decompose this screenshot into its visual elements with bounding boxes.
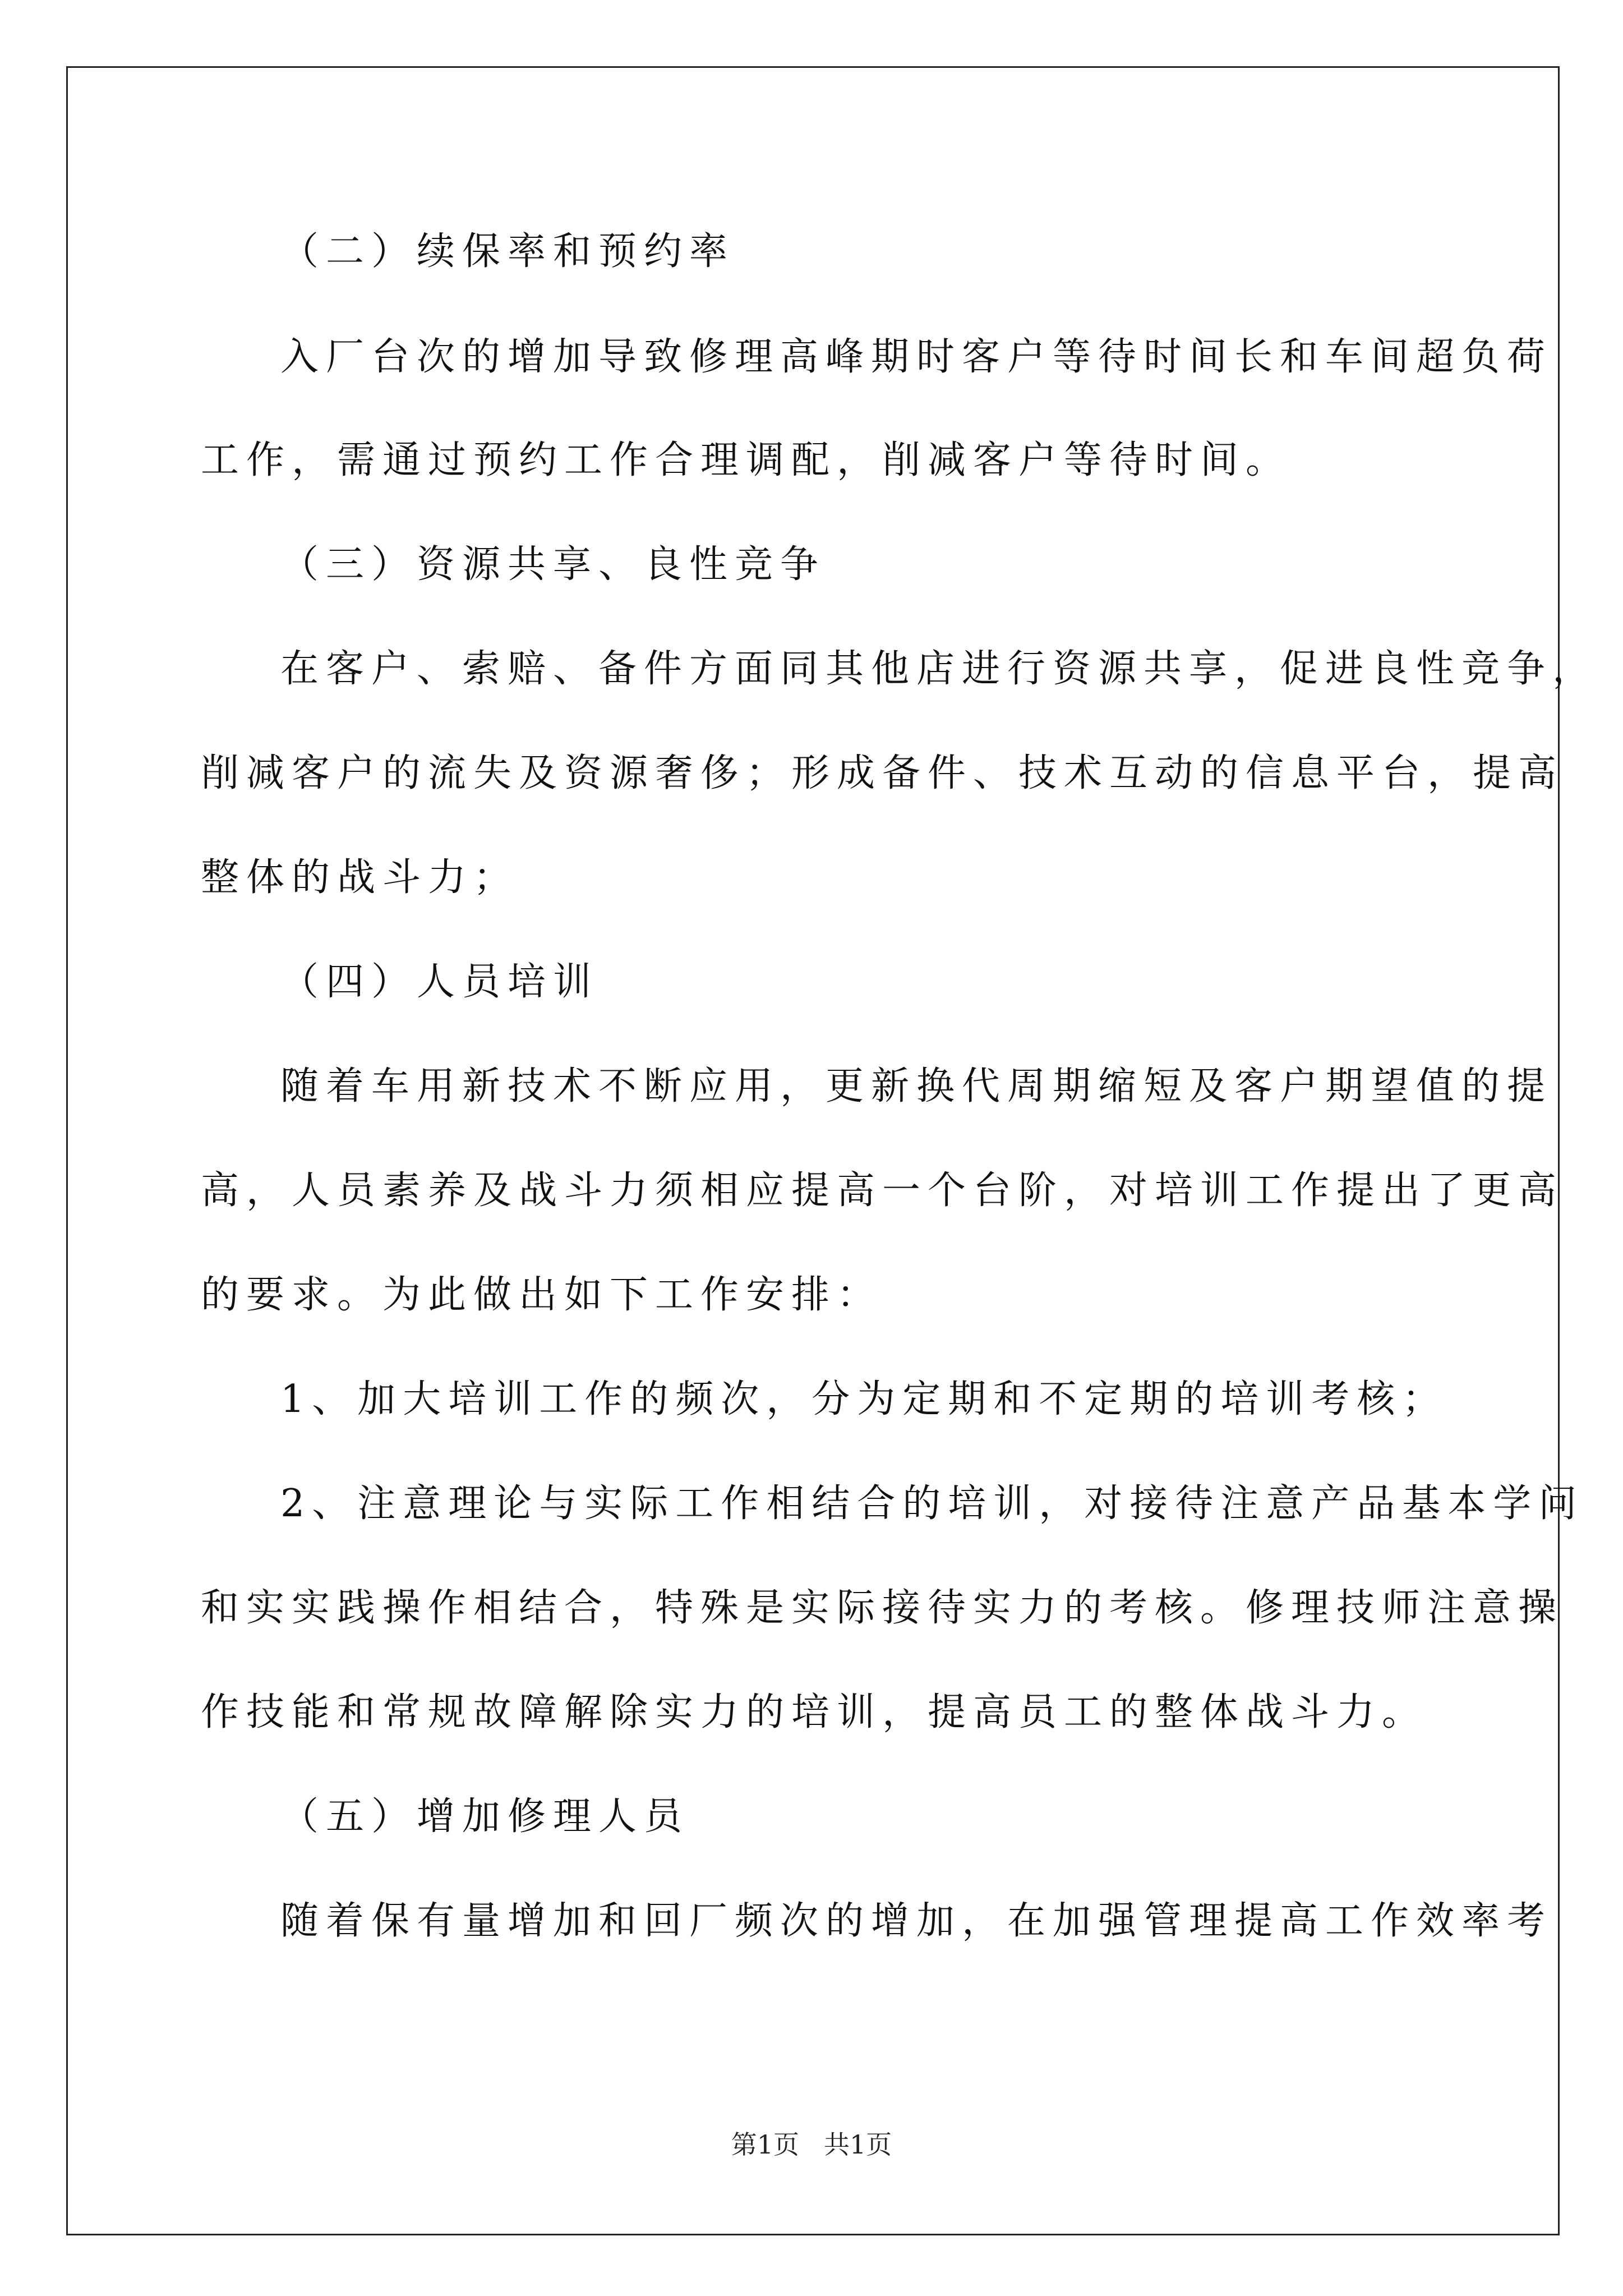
paragraph-line: 随着保有量增加和回厂频次的增加，在加强管理提高工作效率考 bbox=[280, 1899, 1553, 1943]
page-number: 第1页 bbox=[731, 2129, 800, 2160]
paragraph-line: 入厂台次的增加导致修理高峰期时客户等待时间长和车间超负荷 bbox=[280, 335, 1553, 379]
paragraph-line: 工作，需通过预约工作合理调配，削减客户等待时间。 bbox=[201, 438, 1292, 482]
heading-line: （二）续保率和预约率 bbox=[280, 229, 735, 274]
paragraph-line: 随着车用新技术不断应用，更新换代周期缩短及客户期望值的提 bbox=[280, 1064, 1553, 1108]
paragraph-line: 和实实践操作相结合，特殊是实际接待实力的考核。修理技师注意操 bbox=[201, 1586, 1564, 1630]
paragraph-line: 作技能和常规故障解除实力的培训，提高员工的整体战斗力。 bbox=[201, 1690, 1428, 1734]
heading-line: （五）增加修理人员 bbox=[280, 1795, 690, 1839]
heading-line: （三）资源共享、良性竞争 bbox=[280, 542, 826, 587]
page-total: 共1页 bbox=[823, 2129, 892, 2160]
list-item-line: 1、加大培训工作的频次，分为定期和不定期的培训考核； bbox=[280, 1377, 1448, 1421]
paragraph-line: 削减客户的流失及资源奢侈；形成备件、技术互动的信息平台，提高 bbox=[201, 751, 1564, 795]
heading-line: （四）人员培训 bbox=[280, 960, 599, 1004]
paragraph-line: 的要求。为此做出如下工作安排： bbox=[201, 1273, 883, 1317]
paragraph-line: 在客户、索赔、备件方面同其他店进行资源共享，促进良性竞争， bbox=[280, 647, 1598, 691]
paragraph-line: 高，人员素养及战斗力须相应提高一个台阶，对培训工作提出了更高 bbox=[201, 1168, 1564, 1213]
list-item-line: 2、注意理论与实际工作相结合的培训，对接待注意产品基本学问 bbox=[280, 1481, 1584, 1526]
paragraph-line: 整体的战斗力； bbox=[201, 855, 519, 900]
page-footer bbox=[0, 2129, 1623, 2160]
